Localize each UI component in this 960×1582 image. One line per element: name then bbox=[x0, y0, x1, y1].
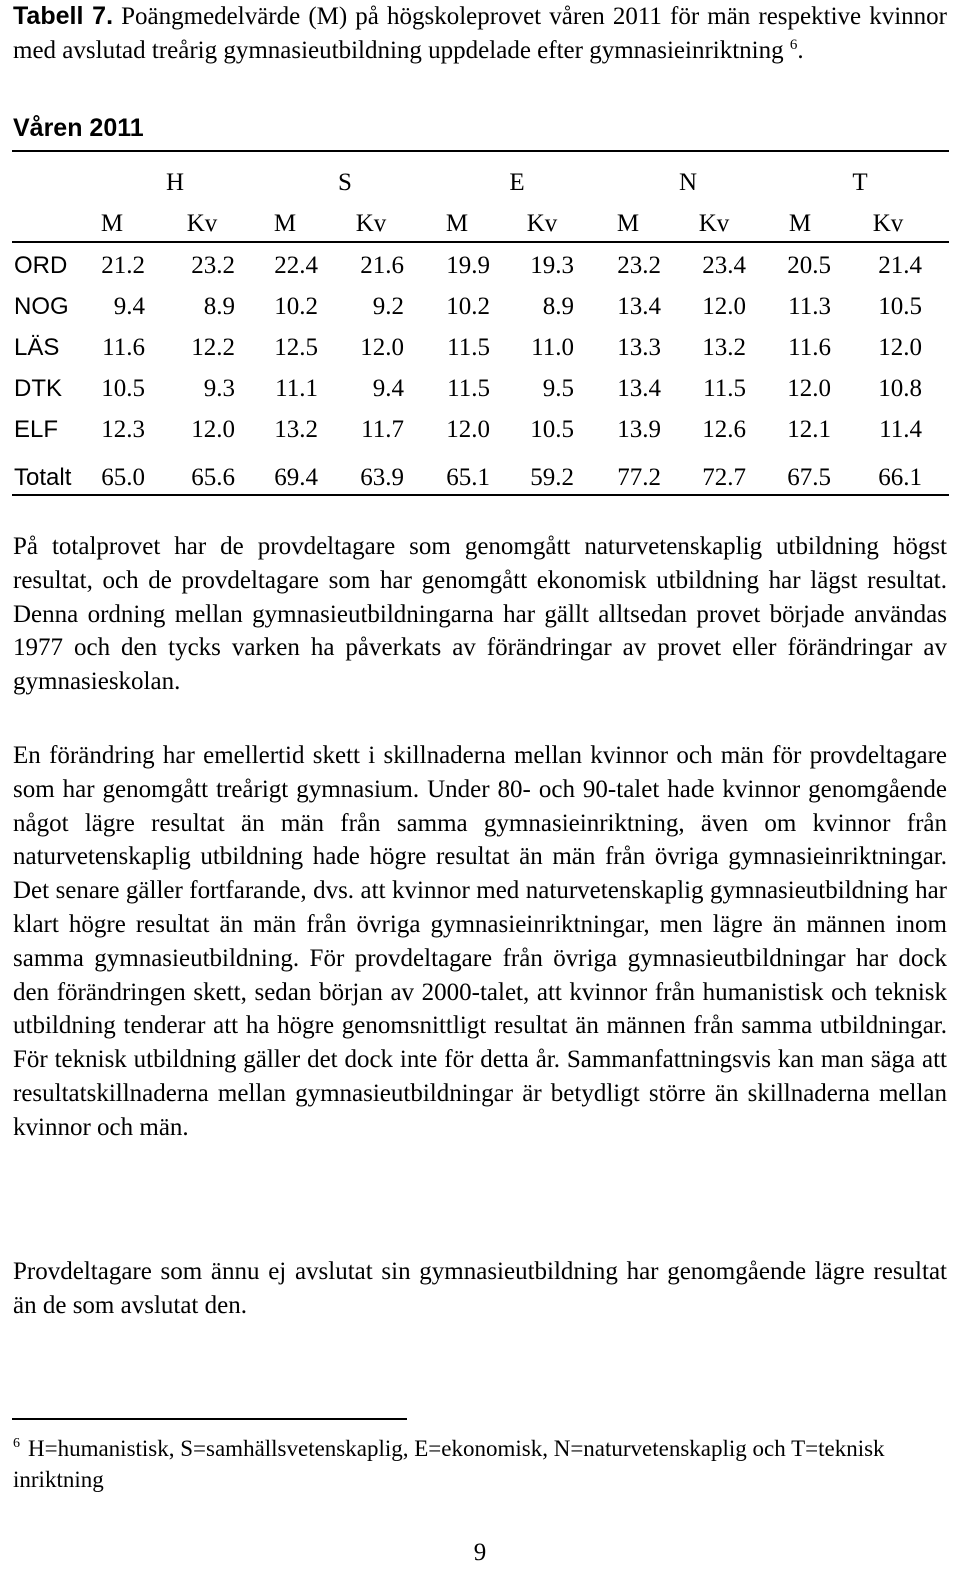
page-number: 9 bbox=[473, 1539, 487, 1566]
sub-header: M bbox=[100, 210, 124, 237]
sub-header: Kv bbox=[186, 210, 218, 237]
total-cell: 72.7 bbox=[702, 464, 746, 491]
caption-end: . bbox=[797, 36, 804, 64]
total-cell: 65.6 bbox=[191, 464, 235, 491]
table-cell: 12.0 bbox=[446, 416, 490, 443]
table-cell: 13.2 bbox=[702, 334, 746, 361]
group-header: T bbox=[852, 169, 868, 196]
table-cell: 11.4 bbox=[879, 416, 922, 443]
caption-footnote-ref: 6 bbox=[789, 36, 798, 53]
footnote-marker: 6 bbox=[13, 1436, 20, 1451]
table-cell: 11.5 bbox=[447, 375, 490, 402]
sub-header: M bbox=[788, 210, 812, 237]
table-cell: 19.3 bbox=[530, 252, 574, 279]
table-cell: 8.9 bbox=[203, 293, 235, 320]
group-header: H bbox=[165, 169, 185, 196]
table-cell: 13.3 bbox=[617, 334, 661, 361]
total-cell: 67.5 bbox=[787, 464, 831, 491]
caption-label: Tabell 7. bbox=[13, 2, 114, 30]
table-cell: 11.6 bbox=[102, 334, 145, 361]
table-cell: 11.5 bbox=[703, 375, 746, 402]
sub-header: Kv bbox=[872, 210, 904, 237]
table-bottom-rule bbox=[12, 494, 949, 496]
total-cell: 77.2 bbox=[617, 464, 661, 491]
table-cell: 12.3 bbox=[101, 416, 145, 443]
paragraph-3: Provdeltagare som ännu ej avslutat sin gymnasieutbildning har genomgående lägre resultat än de som avslutat den. bbox=[13, 1258, 947, 1319]
row-label: ORD bbox=[14, 252, 68, 279]
table-cell: 10.2 bbox=[446, 293, 490, 320]
table-cell: 12.2 bbox=[191, 334, 235, 361]
sub-header: M bbox=[445, 210, 469, 237]
table-cell: 12.0 bbox=[878, 334, 922, 361]
row-label: DTK bbox=[14, 375, 62, 402]
table-header-rule bbox=[12, 241, 949, 243]
table-cell: 10.8 bbox=[878, 375, 922, 402]
total-cell: 63.9 bbox=[360, 464, 404, 491]
table-cell: 12.6 bbox=[702, 416, 746, 443]
table-caption bbox=[13, 0, 947, 67]
table-cell: 9.3 bbox=[203, 375, 235, 402]
table-cell: 11.0 bbox=[531, 334, 574, 361]
sub-header: Kv bbox=[355, 210, 387, 237]
group-header: N bbox=[678, 169, 698, 196]
sub-header: Kv bbox=[698, 210, 730, 237]
table-cell: 13.2 bbox=[274, 416, 318, 443]
sub-header: M bbox=[273, 210, 297, 237]
table-cell: 12.5 bbox=[274, 334, 318, 361]
footnote-rule bbox=[12, 1418, 407, 1420]
table-cell: 23.2 bbox=[191, 252, 235, 279]
caption-text: Poängmedelvärde (M) på högskoleprovet våren 2011 för män respektive kvinnor med avslutad treårig gymnasieutbildning uppdelade efter gymnasieinriktning bbox=[13, 3, 947, 64]
total-cell: 69.4 bbox=[274, 464, 318, 491]
table-cell: 13.4 bbox=[617, 375, 661, 402]
paragraph-2: En förändring har emellertid skett i skillnaderna mellan kvinnor och män för provdeltagare som har genomgått treårigt gymnasium. Under 80- och 90-talet hade kvinnor genomgående något lägre resultat än män från samma gymnasieinriktning, även om kvinnor från naturvetenskaplig utbildning hade högre resultat än män från övriga gymnasieinriktningar. Det senare gäller fortfarande, dvs. att kvinnor med naturvetenskaplig gymnasieutbildning har klart högre resultat än män från övriga gymnasieinriktningar, men lägre än männen inom samma gymnasieutbildning. För provdeltagare från övriga gymnasieutbildningar har dock den förändringen skett, sedan början av 2000-talet, att kvinnor från humanistisk och teknisk utbildning tenderar att ha högre genomsnittligt resultat än männen från samma utbildningar. För teknisk utbildning gäller det dock inte för detta år. Sammanfattningsvis kan man säga att resultatskillnaderna mellan gymnasieutbildningar är betydligt större än skillnaderna mellan kvinnor och män. bbox=[13, 742, 947, 1141]
table-cell: 10.5 bbox=[530, 416, 574, 443]
row-label: ELF bbox=[14, 416, 59, 443]
table-cell: 21.4 bbox=[878, 252, 922, 279]
table-cell: 21.2 bbox=[101, 252, 145, 279]
table-cell: 13.9 bbox=[617, 416, 661, 443]
table-cell: 12.0 bbox=[702, 293, 746, 320]
group-header: E bbox=[509, 169, 525, 196]
row-label: NOG bbox=[14, 293, 69, 320]
total-label: Totalt bbox=[14, 464, 72, 491]
table-cell: 9.4 bbox=[372, 375, 404, 402]
table-cell: 22.4 bbox=[274, 252, 318, 279]
footnote-text: H=humanistisk, S=samhällsvetenskaplig, E=ekonomisk, N=naturvetenskaplig och T=teknisk inriktning bbox=[13, 1436, 885, 1492]
group-header: S bbox=[338, 169, 352, 196]
total-cell: 65.1 bbox=[446, 464, 490, 491]
table-cell: 11.1 bbox=[275, 375, 318, 402]
table-cell: 21.6 bbox=[360, 252, 404, 279]
row-label: LÄS bbox=[14, 334, 60, 361]
total-cell: 65.0 bbox=[101, 464, 145, 491]
table-cell: 13.4 bbox=[617, 293, 661, 320]
table-cell: 9.5 bbox=[542, 375, 574, 402]
table-cell: 12.0 bbox=[191, 416, 235, 443]
table-cell: 23.4 bbox=[702, 252, 746, 279]
table-cell: 11.3 bbox=[788, 293, 831, 320]
sub-header: Kv bbox=[526, 210, 558, 237]
table-cell: 20.5 bbox=[787, 252, 831, 279]
sub-header: M bbox=[616, 210, 640, 237]
total-cell: 66.1 bbox=[878, 464, 922, 491]
table-cell: 23.2 bbox=[617, 252, 661, 279]
table-cell: 12.1 bbox=[787, 416, 831, 443]
table-cell: 8.9 bbox=[542, 293, 574, 320]
table-cell: 19.9 bbox=[446, 252, 490, 279]
table-cell: 12.0 bbox=[360, 334, 404, 361]
table-cell: 11.5 bbox=[447, 334, 490, 361]
footnote bbox=[13, 1433, 947, 1495]
table-cell: 10.2 bbox=[274, 293, 318, 320]
table-cell: 12.0 bbox=[787, 375, 831, 402]
table-top-rule bbox=[12, 150, 949, 152]
total-cell: 59.2 bbox=[530, 464, 574, 491]
table-subheading: Våren 2011 bbox=[13, 114, 144, 142]
table-cell: 11.6 bbox=[788, 334, 831, 361]
paragraph-1: På totalprovet har de provdeltagare som genomgått naturvetenskaplig utbildning högst resultat, och de provdeltagare som har genomgått ekonomisk utbildning har lägst resultat. Denna ordning mellan gymnasieutbildningarna har gällt alltsedan provet började användas 1977 och den tycks varken ha påverkats av förändringar av provet eller förändringar av gymnasieskolan. bbox=[13, 533, 947, 696]
table-cell: 10.5 bbox=[878, 293, 922, 320]
table-cell: 9.2 bbox=[372, 293, 404, 320]
table-cell: 11.7 bbox=[361, 416, 404, 443]
table-cell: 9.4 bbox=[113, 293, 145, 320]
table-cell: 10.5 bbox=[101, 375, 145, 402]
